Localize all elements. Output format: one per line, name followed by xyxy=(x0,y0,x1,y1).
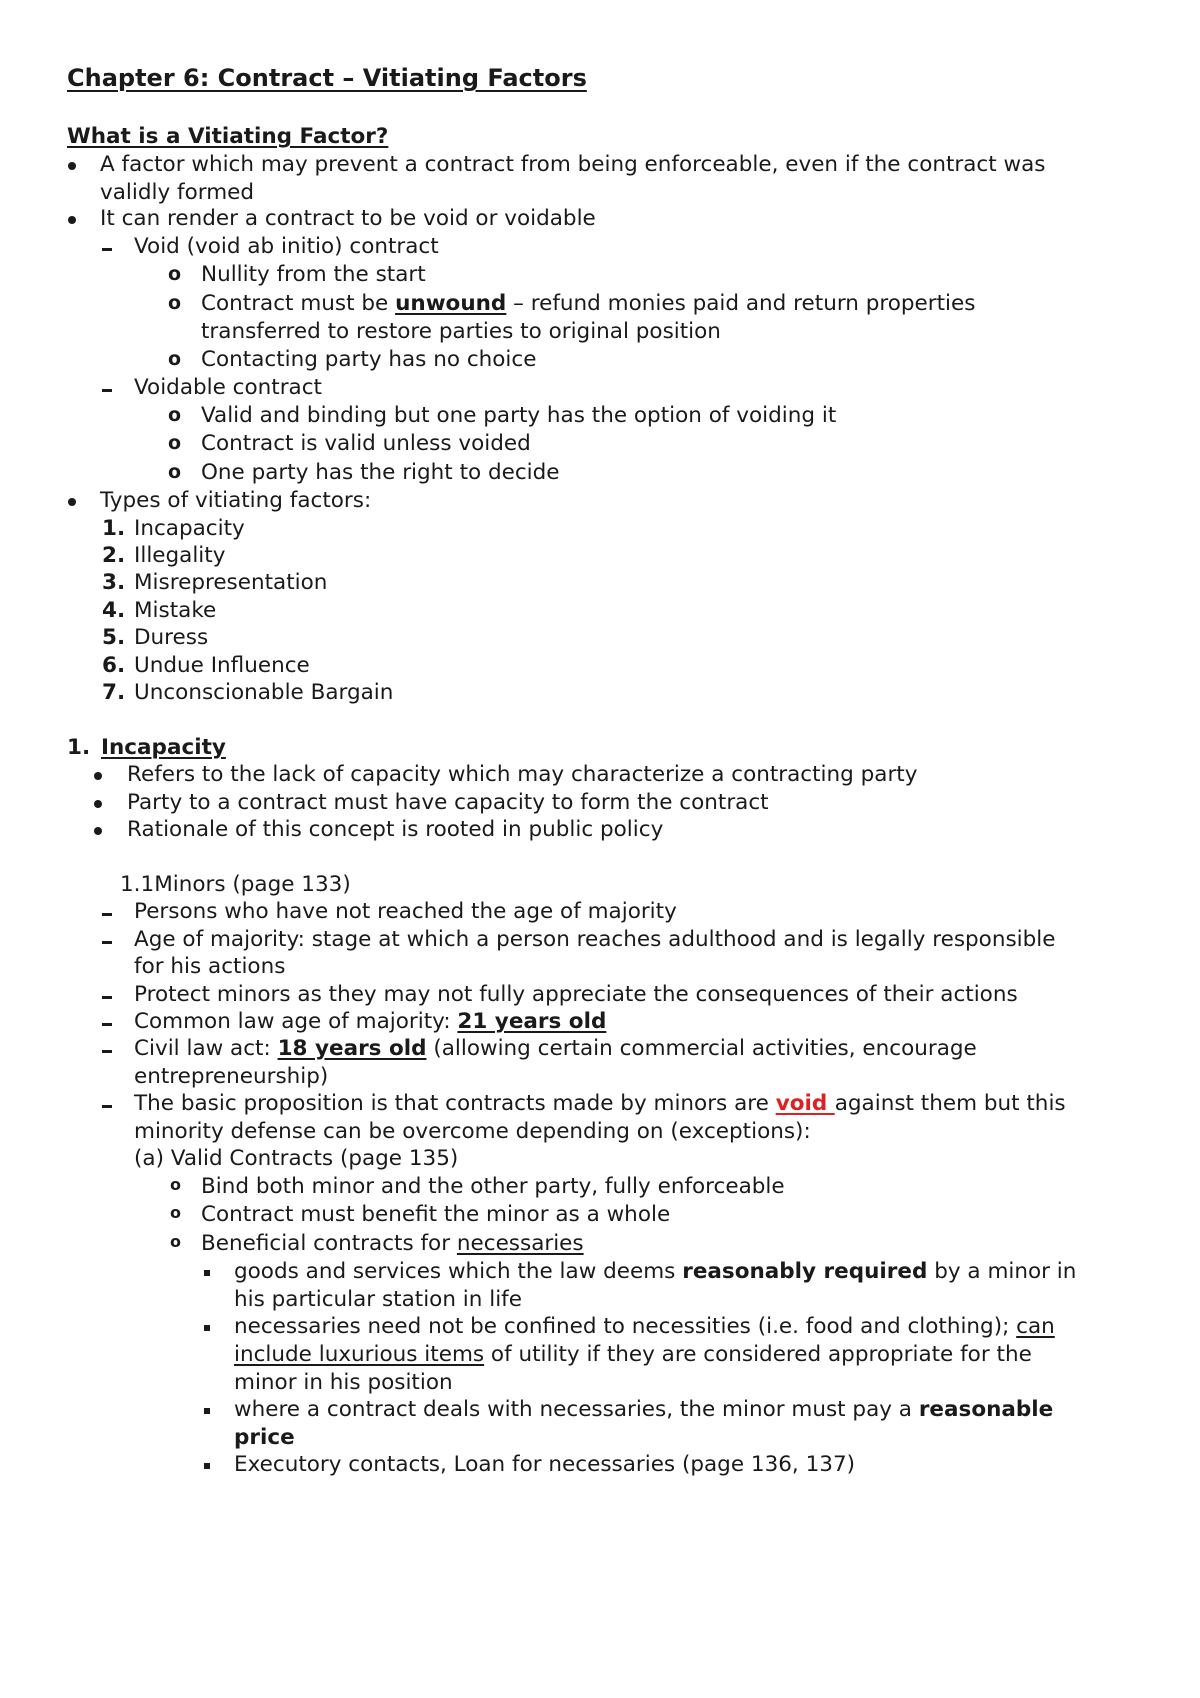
list-item: Void (void ab initio) contract xyxy=(134,234,439,259)
text-run: The basic proposition is that contracts made by minors are xyxy=(134,1091,776,1116)
text-run: Civil law act: xyxy=(134,1036,278,1061)
page-title: Chapter 6: Contract – Vitiating Factors xyxy=(67,64,587,92)
list-item: Age of majority: stage at which a person reaches adulthood and is legally responsible xyxy=(134,927,1056,952)
list-item: Valid and binding but one party has the option of voiding it xyxy=(201,403,837,428)
circle-bullet-icon: o xyxy=(168,263,182,285)
circle-bullet-icon: o xyxy=(170,1203,181,1222)
type-item-undue-influence: Undue Influence xyxy=(134,653,310,678)
dash-icon xyxy=(102,1023,112,1026)
list-item: Contract is valid unless voided xyxy=(201,431,531,456)
list-item xyxy=(234,1259,1076,1284)
section-heading-incapacity: Incapacity xyxy=(101,735,226,760)
list-item: Bind both minor and the other party, fully enforceable xyxy=(201,1174,785,1199)
list-item-cont: transferred to restore parties to original position xyxy=(201,319,721,344)
dash-icon xyxy=(102,389,112,392)
text-run: of utility if they are considered appropriate for the xyxy=(484,1342,1032,1367)
list-item: Protect minors as they may not fully appreciate the consequences of their actions xyxy=(134,982,1018,1007)
list-item: Voidable contract xyxy=(134,375,322,400)
list-item: Rationale of this concept is rooted in public policy xyxy=(127,817,664,842)
text-run: (allowing certain commercial activities, encourage xyxy=(426,1036,977,1061)
circle-bullet-icon: o xyxy=(168,432,182,454)
square-bullet-icon xyxy=(204,1463,210,1469)
text-run: Common law age of majority: xyxy=(134,1009,458,1034)
list-item: Contract must benefit the minor as a whole xyxy=(201,1202,671,1227)
list-item: Executory contacts, Loan for necessaries (page 136, 137) xyxy=(234,1452,856,1477)
list-item: A factor which may prevent a contract from being enforceable, even if the contract was xyxy=(100,152,1046,177)
type-item-illegality: Illegality xyxy=(134,543,226,568)
underlined-text: necessaries xyxy=(456,1231,584,1256)
list-item: Refers to the lack of capacity which may characterize a contracting party xyxy=(127,762,918,787)
circle-bullet-icon: o xyxy=(170,1175,181,1194)
list-item xyxy=(234,1397,1053,1422)
dash-icon xyxy=(102,913,112,916)
type-item-duress: Duress xyxy=(134,625,209,650)
list-item xyxy=(134,1036,977,1061)
type-item-mistake: Mistake xyxy=(134,598,217,623)
list-number: 4. xyxy=(102,598,126,623)
text-run: – refund monies paid and return properties xyxy=(506,291,976,316)
type-item-misrepresentation: Misrepresentation xyxy=(134,570,328,595)
list-item: Types of vitiating factors: xyxy=(100,488,372,513)
underlined-text: include luxurious items xyxy=(234,1342,485,1367)
bullet-icon xyxy=(94,827,102,835)
list-number: 7. xyxy=(102,680,126,705)
emphasis-text-red: void xyxy=(775,1091,835,1116)
list-item: One party has the right to decide xyxy=(201,460,560,485)
list-item-cont xyxy=(234,1342,1032,1367)
subheading-valid-contracts: (a) Valid Contracts (page 135) xyxy=(134,1146,459,1171)
list-number: 6. xyxy=(102,653,126,678)
text-run: Contract must be xyxy=(201,291,396,316)
circle-bullet-icon: o xyxy=(168,461,182,483)
list-number: 2. xyxy=(102,543,126,568)
section-heading-what: What is a Vitiating Factor? xyxy=(67,124,389,149)
dash-icon xyxy=(102,941,112,944)
subsection-heading-minors: 1.1Minors (page 133) xyxy=(120,872,351,897)
dash-icon xyxy=(102,1050,112,1053)
list-item-cont: price xyxy=(234,1425,295,1450)
square-bullet-icon xyxy=(204,1325,210,1331)
circle-bullet-icon: o xyxy=(168,292,182,314)
list-item-cont: his particular station in life xyxy=(234,1287,522,1312)
bullet-icon xyxy=(94,800,102,808)
emphasis-text: 21 years old xyxy=(457,1009,607,1034)
bullet-icon xyxy=(68,162,76,170)
text-run: necessaries need not be confined to necessities (i.e. food and clothing); xyxy=(234,1314,1017,1339)
list-number: 5. xyxy=(102,625,126,650)
bullet-icon xyxy=(94,772,102,780)
square-bullet-icon xyxy=(204,1408,210,1414)
square-bullet-icon xyxy=(204,1270,210,1276)
emphasis-text: 18 years old xyxy=(277,1036,427,1061)
text-run: where a contract deals with necessaries, the minor must pay a xyxy=(234,1397,919,1422)
list-item-cont: minority defense can be overcome depending on (exceptions): xyxy=(134,1119,811,1144)
list-item-cont: minor in his position xyxy=(234,1370,453,1395)
emphasis-text: unwound xyxy=(395,291,507,316)
bullet-icon xyxy=(68,216,76,224)
list-item xyxy=(201,1231,584,1256)
dash-icon xyxy=(102,996,112,999)
underlined-text: can xyxy=(1016,1314,1055,1339)
list-item xyxy=(134,1091,1066,1116)
bold-text: reasonable xyxy=(918,1397,1054,1422)
list-item: It can render a contract to be void or voidable xyxy=(100,206,596,231)
circle-bullet-icon: o xyxy=(170,1232,181,1251)
list-number: 3. xyxy=(102,570,126,595)
list-item: Nullity from the start xyxy=(201,262,426,287)
list-item xyxy=(201,291,975,316)
list-item-cont: validly formed xyxy=(100,180,255,205)
list-item xyxy=(234,1314,1055,1339)
bullet-icon xyxy=(68,498,76,506)
list-item: Contacting party has no choice xyxy=(201,347,537,372)
list-item: Party to a contract must have capacity to form the contract xyxy=(127,790,769,815)
text-run: Beneficial contracts for xyxy=(201,1231,457,1256)
dash-icon xyxy=(102,1105,112,1108)
dash-icon xyxy=(102,248,112,251)
circle-bullet-icon: o xyxy=(168,404,182,426)
type-item-unconscionable-bargain: Unconscionable Bargain xyxy=(134,680,394,705)
type-item-incapacity: Incapacity xyxy=(134,516,245,541)
circle-bullet-icon: o xyxy=(168,348,182,370)
list-item-cont: for his actions xyxy=(134,954,286,979)
list-item xyxy=(134,1009,606,1034)
list-number: 1. xyxy=(102,516,126,541)
section-number: 1. xyxy=(67,735,91,760)
bold-text: reasonably required xyxy=(682,1259,928,1284)
text-run: against them but this xyxy=(834,1091,1066,1116)
text-run: by a minor in xyxy=(927,1259,1077,1284)
text-run: goods and services which the law deems xyxy=(234,1259,683,1284)
list-item: Persons who have not reached the age of majority xyxy=(134,899,677,924)
list-item-cont: entrepreneurship) xyxy=(134,1064,329,1089)
